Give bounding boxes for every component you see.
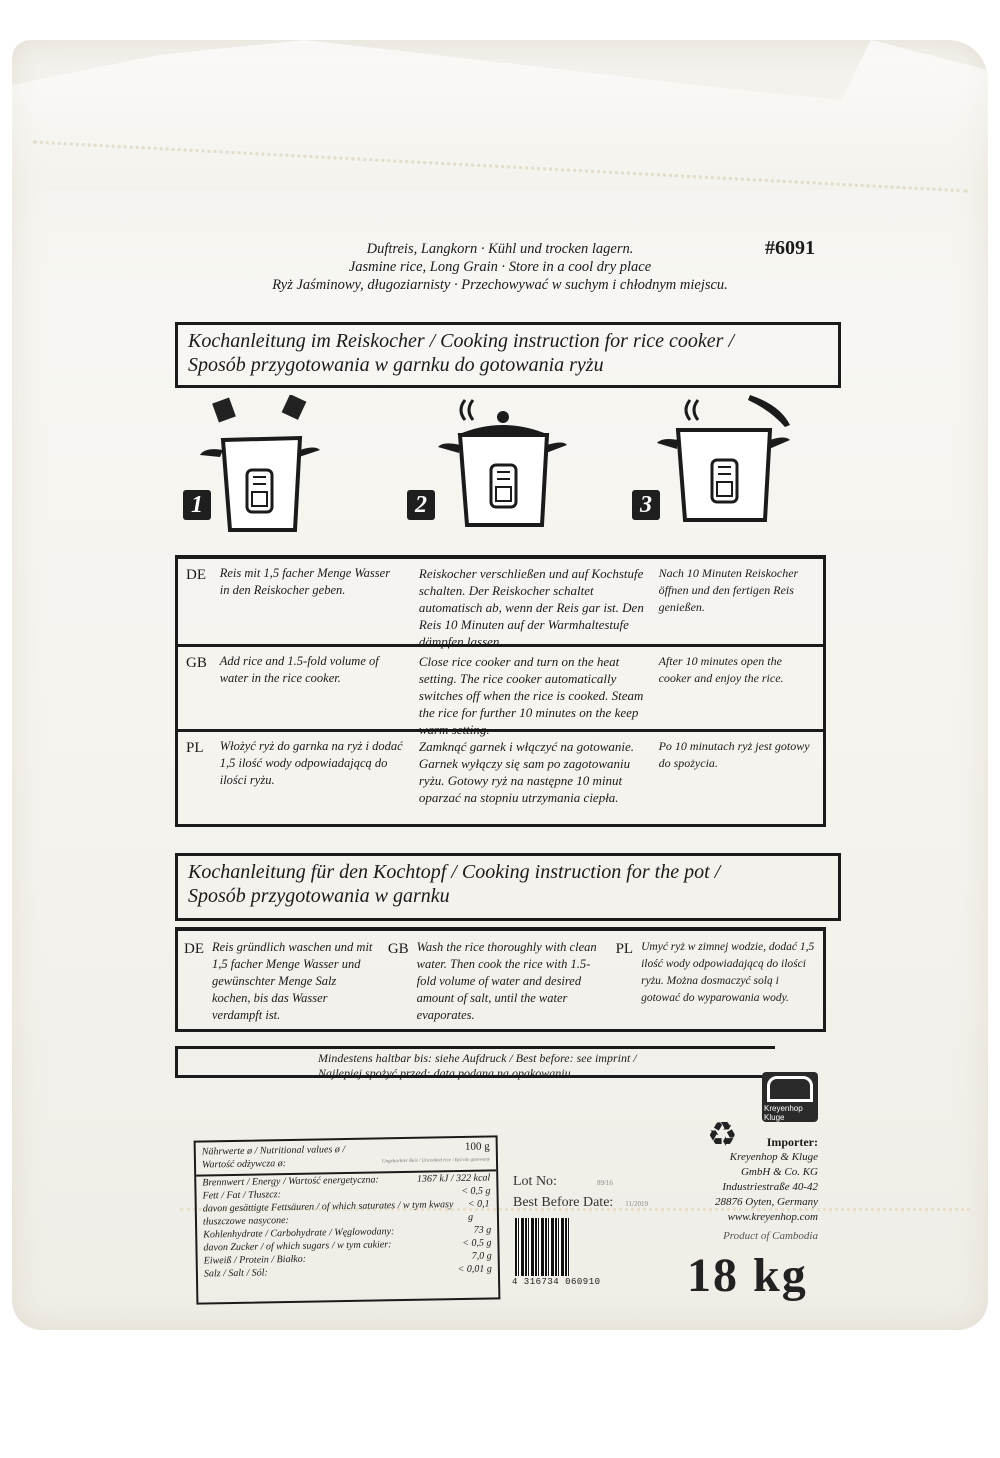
pot-text: Umyć ryż w zimnej wodzie, dodać 1,5 ilość wody odpowiadającą do ilości ryżu. Można dosmaczyć solą i gotować do wyparowania wody.	[641, 941, 815, 1004]
importer-line: Industriestraße 40-42	[722, 1181, 818, 1193]
nutrition-per-note: Ungekochter Reis / Uncooked rice / Ryż nie gotowany	[382, 1157, 491, 1165]
barcode	[515, 1218, 570, 1276]
header-line-en: Jasmine rice, Long Grain · Store in a cool dry place	[348, 259, 652, 275]
pot-title	[175, 853, 841, 921]
nutrient-label: Eiweiß / Protein / Białko:	[203, 1253, 307, 1267]
nutrition-table	[194, 1135, 501, 1304]
step-1	[175, 395, 375, 545]
step1-text: Add rice and 1.5-fold volume of water in the rice cooker.	[219, 654, 379, 685]
nutrient-value: < 0,01 g	[457, 1263, 492, 1276]
step3-text: Po 10 minutach ryż jest gotowy do spożycia.	[658, 739, 810, 770]
table-row	[178, 647, 823, 737]
step1-text: Włożyć ryż do garnka na ryż i dodać 1,5 ilość wody odpowiadającą do ilości ryżu.	[219, 739, 403, 787]
lot-info	[513, 1172, 648, 1214]
importer-line: www.kreyenhop.com	[727, 1211, 818, 1223]
net-weight: 18 kg	[687, 1249, 808, 1302]
importer-line: 28876 Oyten, Germany	[715, 1196, 818, 1208]
step2-text: Reiskocher verschließen und auf Kochstufe schalten. Der Reiskocher schaltet automatisch ab, wenn der Reis gar ist. Den Reis 10 Minuten auf der Warmhaltestufe dämpfen lassen.	[418, 566, 644, 649]
nutrition-title-line2: Wartość odżywcza ø:	[201, 1158, 287, 1171]
importer-line: Kreyenhop & Kluge	[729, 1151, 818, 1163]
recycle-icon: ♻	[707, 1115, 738, 1155]
lot-label: Lot No:	[513, 1174, 557, 1189]
importer-line: GmbH & Co. KG	[740, 1166, 818, 1178]
best-before-date-label: Best Before Date:	[513, 1195, 614, 1210]
nutrition-row	[197, 1197, 497, 1228]
step-number: 3	[632, 490, 660, 520]
nutrient-label: Brennwert / Energy / Wartość energetyczna:	[202, 1174, 379, 1189]
language-code: PL	[186, 740, 204, 756]
nutrient-label: Fett / Fat / Tłuszcz:	[202, 1189, 281, 1202]
lot-value: 89/16	[596, 1179, 613, 1187]
pot-column-de	[178, 931, 382, 1029]
table-row	[178, 559, 823, 647]
step2-text: Zamknąć garnek i włączyć na gotowanie. Garnek wyłączy się sam po zagotowaniu ryżu. Gotowy ryż na następne 10 minut oparzać na stopniu utrzymania ciepła.	[418, 739, 635, 805]
product-code: #6091	[765, 237, 815, 259]
pot-title-line1: Kochanleitung für den Kochtopf / Cooking instruction for the pot /	[188, 861, 721, 883]
nutrient-label: davon Zucker / of which sugars / w tym cukier:	[203, 1239, 392, 1254]
rice-cooker-title	[175, 322, 841, 388]
rice-cooker-title-line1: Kochanleitung im Reiskocher / Cooking instruction for rice cooker /	[188, 330, 735, 352]
pot-column-gb	[382, 931, 610, 1029]
step-number: 2	[407, 490, 435, 520]
table-row	[178, 732, 823, 824]
nutrient-value: < 0,1 g	[467, 1198, 490, 1223]
nutrient-value: 1367 kJ / 322 kcal	[416, 1172, 491, 1185]
best-before-line2: Najlepiej spożyć przed: data podana na opakowaniu.	[318, 1066, 574, 1080]
best-before-note	[175, 1046, 775, 1078]
language-code: GB	[387, 941, 409, 957]
step-2	[405, 395, 605, 545]
pot-column-pl	[610, 931, 823, 1029]
rice-cooker-open-icon	[630, 395, 830, 545]
header-line-de: Duftreis, Langkorn · Kühl und trocken lagern.	[366, 241, 634, 257]
language-code: DE	[186, 567, 206, 583]
header-line-pl: Ryż Jaśminowy, długoziarnisty · Przechowywać w suchym i chłodnym miejscu.	[272, 277, 728, 293]
rice-cooker-pour-icon	[175, 395, 375, 545]
step3-text: After 10 minutes open the cooker and enjoy the rice.	[658, 654, 784, 685]
best-before-date-value: 11/2019	[625, 1200, 648, 1208]
nutrient-label: davon gesättigte Fettsäuren / of which saturates / w tym kwasy tłuszczowe nasycone:	[202, 1199, 454, 1228]
product-origin: Product of Cambodia	[723, 1230, 818, 1242]
barcode-number: 4 316734 060910	[512, 1277, 601, 1287]
nutrient-value: 7,0 g	[471, 1250, 492, 1262]
brand-logo	[762, 1072, 818, 1122]
language-code: PL	[615, 941, 634, 957]
step3-text: Nach 10 Minuten Reiskocher öffnen und den fertigen Reis genießen.	[658, 566, 799, 614]
logo-mark-icon	[767, 1076, 813, 1102]
language-code: GB	[186, 655, 207, 671]
logo-text: Kreyenhop Kluge	[764, 1104, 803, 1122]
step-number: 1	[183, 490, 211, 520]
cooking-steps-illustration	[175, 395, 825, 545]
importer-info	[715, 1135, 818, 1244]
importer-label: Importer:	[766, 1135, 818, 1149]
product-header	[180, 240, 820, 294]
language-code: DE	[184, 941, 204, 957]
rice-cooker-title-line2: Sposób przygotowania w garnku do gotowania ryżu	[188, 354, 604, 376]
nutrient-label: Kohlenhydrate / Carbohydrate / Węglowodany:	[203, 1226, 395, 1241]
nutrition-title-line1: Nährwerte ø / Nutritional values ø /	[201, 1144, 346, 1158]
rice-cooker-instructions-table	[175, 555, 826, 827]
rice-cooker-closed-icon	[405, 395, 605, 545]
best-before-line1: Mindestens haltbar bis: siehe Aufdruck / Best before: see imprint /	[318, 1051, 637, 1065]
pot-text: Reis gründlich waschen und mit 1,5 facher Menge Wasser und gewünschter Menge Salz kochen, bis das Wasser verdampft ist.	[212, 940, 373, 1022]
step-3	[630, 395, 830, 545]
nutrient-label: Salz / Salt / Sól:	[203, 1267, 268, 1280]
pot-text: Wash the rice thoroughly with clean water. Then cook the rice with 1.5-fold volume of water and desired amount of salt, until the water evaporates.	[416, 940, 597, 1022]
nutrient-value: < 0,5 g	[462, 1237, 492, 1249]
nutrient-value: < 0,5 g	[461, 1185, 491, 1198]
nutrition-header	[196, 1137, 497, 1176]
pot-instructions-table	[175, 927, 826, 1032]
step1-text: Reis mit 1,5 facher Menge Wasser in den Reiskocher geben.	[219, 566, 391, 597]
top-seam	[32, 141, 967, 199]
step2-text: Close rice cooker and turn on the heat setting. The rice cooker automatically switches off when the rice is cooked. Steam the rice for further 10 minutes on the keep warm setting.	[418, 654, 644, 737]
nutrition-per: 100 g	[464, 1140, 490, 1153]
pot-title-line2: Sposób przygotowania w garnku	[188, 885, 450, 907]
nutrient-value: 73 g	[473, 1224, 492, 1236]
